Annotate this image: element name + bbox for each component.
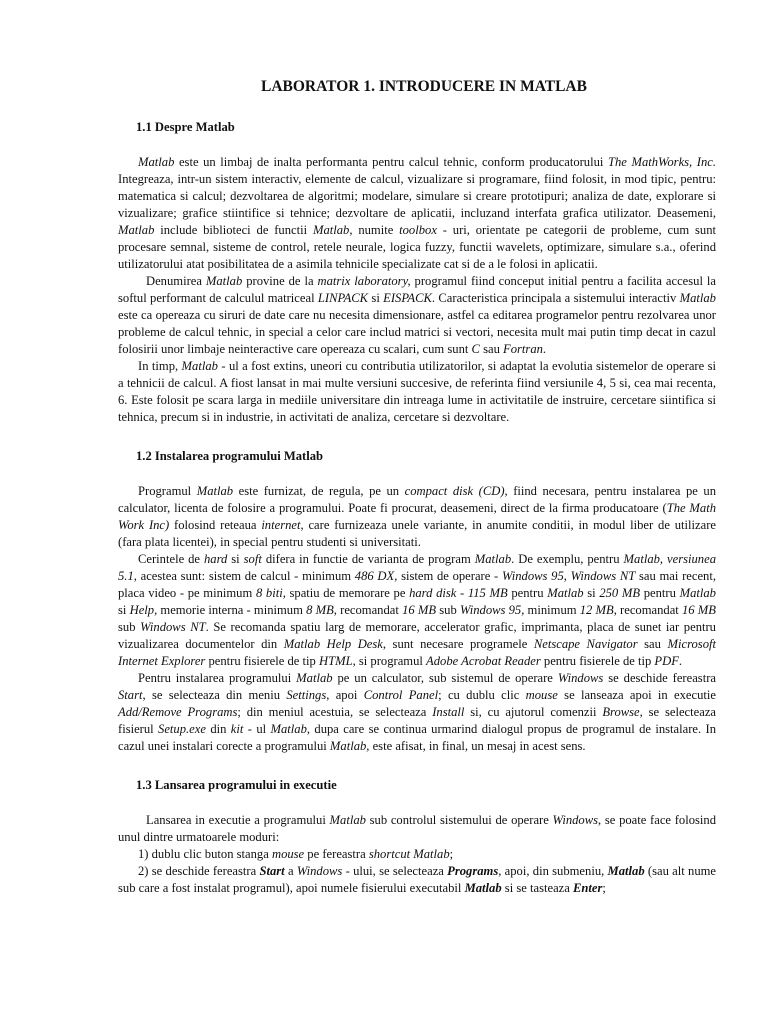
text-run: Browse: [602, 705, 640, 719]
text-run: toolbox: [399, 223, 437, 237]
text-run: pentru: [507, 586, 548, 600]
text-run: Cerintele de: [138, 552, 204, 566]
text-run: sub: [118, 620, 141, 634]
text-run: - ul: [243, 722, 271, 736]
text-run: Windows 95: [459, 603, 522, 617]
section-heading-instalarea: 1.2 Instalarea programului Matlab: [136, 449, 324, 463]
text-run: este un limbaj de inalta performanta pentru calcul tehnic, conform producatorului: [174, 155, 608, 169]
text-run: (sau alt nume sub care a fost instalat programul), apoi numele fisierului executabil: [118, 864, 717, 895]
section-heading-despre: 1.1 Despre Matlab: [136, 120, 235, 134]
text-run: este furnizat, de regula, pe un: [233, 484, 405, 498]
list-item: [118, 863, 716, 897]
text-run: , care furnizeaza unele variante, in anumite conditii, in modul liber de utilizare (fara plata licentei), in special pentru studenti si universitati.: [118, 518, 716, 549]
text-run: Pentru instalarea programului: [138, 671, 297, 685]
text-run: Programs: [447, 864, 499, 878]
text-run: shortcut Matlab: [368, 847, 450, 861]
text-run: Matlab: [312, 223, 350, 237]
text-run: include biblioteci de functii: [154, 223, 313, 237]
text-run: hard: [203, 552, 228, 566]
text-run: ; cu dublu clic: [438, 688, 526, 702]
text-run: , apoi: [326, 688, 364, 702]
text-run: Matlab: [679, 291, 716, 305]
text-run: soft: [243, 552, 262, 566]
text-run: EISPACK: [383, 291, 432, 305]
text-run: se lanseaza apoi in executie: [557, 688, 717, 702]
text-run: Add/Remove Programs: [118, 705, 238, 719]
text-run: matrix laboratory,: [317, 274, 411, 288]
text-run: , memorie interna - minimum: [154, 603, 307, 617]
text-run: Integreaza, intr-un sistem interactiv, elemente de calcul, vizualizare si programare, fiind folosit, in mod tipic, pentru: matematica si calcul; dezvoltarea de algoritmi; modelare, simulare si creare prototipuri; analiza de date, explorare si vizualizare; grafice stiintifice si tehnice; dezvoltare de aplicatii, incluzand interfata grafica utilizator. Deasemeni,: [118, 172, 716, 220]
text-run: 8 MB: [306, 603, 334, 617]
text-run: sau: [637, 637, 668, 651]
text-run: ; din meniul acestuia, se selecteaza: [237, 705, 433, 719]
text-run: fiind necesara, pentru instalarea pe un calculator, licenta de folosire a programului. Poate fi procurat, deasemeni, direct de la firma producatoare (: [118, 484, 716, 515]
text-run: Matlab: [547, 586, 584, 600]
section-heading-lansarea: 1.3 Lansarea programului in executie: [136, 778, 337, 792]
text-run: Help: [129, 603, 155, 617]
text-run: - ului, se selecteaza: [342, 864, 448, 878]
text-run: 16 MB: [402, 603, 437, 617]
text-run: 8 biti: [255, 586, 283, 600]
text-run: provine de la: [242, 274, 318, 288]
text-run: si: [368, 291, 384, 305]
text-run: , acestea sunt: sistem de calcul - minimum: [133, 569, 355, 583]
text-run: Windows: [552, 813, 599, 827]
paragraph: [118, 670, 716, 755]
text-run: este ca opereaza cu siruri de date care nu necesita dimensionare, astfel ca editarea programelor pentru rezolvarea unor probleme de calcul tehnic, in special a celor care includ matrici si vectori, necesita mult mai putin timp decat in cazul folosirii unor limbaje neinteractive care opereaza cu scalari, cum sunt: [118, 308, 716, 356]
text-run: si: [583, 586, 600, 600]
text-run: Denumirea: [146, 274, 206, 288]
text-run: pentru fisierele de tip: [540, 654, 655, 668]
text-run: programul fiind conceput initial pentru a facilita accesul la softul performant de calculul matriceal: [118, 274, 716, 305]
text-run: - ul a fost extins, uneori cu contributia utilizatorilor, si adaptat la evolutia sistemelor de operare si a tehnicii de calcul. A fiost lansat in mai multe versiuni succesive, de referinta fiind versiunile 4, 5 si, cea mai recenta, 6. Este folosit pe scara larga in mediile universitare din intreaga lume in activitatile de instruire, cercetare siintifica si tehnica, precum si in industrie, in activitati de analiza, cercetare si dezvoltare.: [118, 359, 716, 424]
text-run: Control Panel: [363, 688, 439, 702]
text-run: si se tasteaza: [501, 881, 573, 895]
text-run: , dupa care se continua urmarind dialogul propus de programul de instalare. In cazul unei instalari corecte a programului: [118, 722, 717, 753]
text-run: Install: [432, 705, 465, 719]
text-run: compact disk (CD),: [404, 484, 508, 498]
text-run: , recomandat: [333, 603, 403, 617]
text-run: pe fereastra: [304, 847, 369, 861]
text-run: pentru fisierele de tip: [205, 654, 319, 668]
paragraph: [118, 358, 716, 426]
paragraph: [118, 812, 716, 846]
text-run: PDF: [654, 654, 679, 668]
text-run: , recomandat: [613, 603, 682, 617]
text-run: Matlab Help Desk: [283, 637, 383, 651]
text-run: Setup.exe: [158, 722, 206, 736]
text-run: 2) se deschide fereastra: [138, 864, 260, 878]
text-run: Matlab: [296, 671, 333, 685]
text-run: HTML: [318, 654, 353, 668]
text-run: , sistem de operare -: [394, 569, 502, 583]
text-run: se deschide fereastra: [603, 671, 716, 685]
text-run: Programul: [138, 484, 197, 498]
text-run: Matlab: [329, 813, 366, 827]
text-run: mouse: [525, 688, 558, 702]
text-run: LINPACK: [317, 291, 369, 305]
text-run: Windows 95, Windows NT: [501, 569, 636, 583]
text-run: din: [205, 722, 231, 736]
text-run: Matlab: [474, 552, 512, 566]
paragraph: [118, 154, 716, 273]
text-run: 12 MB: [579, 603, 614, 617]
text-run: Matlab: [679, 586, 716, 600]
text-run: . Se recomanda spatiu larg de memorare, accelerator grafic, imprimanta, placa de sunet iar pentru vizualizarea documentelor din: [118, 620, 716, 651]
text-run: Matlab: [464, 881, 502, 895]
text-run: pe un calculator, sub sistemul de operare: [332, 671, 558, 685]
text-run: , sunt necesare programele: [382, 637, 534, 651]
text-run: Adobe Acrobat Reader: [426, 654, 541, 668]
text-run: a: [284, 864, 297, 878]
text-run: 250 MB: [599, 586, 641, 600]
text-run: ;: [602, 881, 606, 895]
text-run: Microsoft Internet Explorer: [118, 637, 716, 668]
text-run: Enter: [573, 881, 603, 895]
text-run: In timp,: [138, 359, 182, 373]
text-run: mouse: [271, 847, 305, 861]
text-run: pentru: [640, 586, 680, 600]
text-run: , se selecteaza din meniu: [142, 688, 287, 702]
text-run: - uri, orientate pe categorii de probleme, cum sunt procesare semnal, sisteme de control, retele neurale, logica fuzzy, functii wavelets, optimizare, simulare s.a., oferind utilizatorului atat posibilitatea de a asimila tehnicile specializate cat si de a le folosi in aplicatii.: [118, 223, 716, 271]
text-run: , numite: [349, 223, 400, 237]
text-run: 486 DX: [354, 569, 395, 583]
text-run: si, cu ajutorul comenzii: [464, 705, 603, 719]
text-run: Settings: [286, 688, 327, 702]
text-run: , este afisat, in final, un mesaj in acest sens.: [366, 739, 586, 753]
text-run: Matlab: [196, 484, 234, 498]
list-item: [118, 846, 716, 863]
text-run: sub controlul sistemului de operare: [365, 813, 553, 827]
document-title: LABORATOR 1. INTRODUCERE IN MATLAB: [261, 78, 587, 95]
text-run: Matlab: [118, 223, 155, 237]
text-run: . Caracteristica principala a sistemului interactiv: [431, 291, 680, 305]
text-run: .: [678, 654, 683, 668]
paragraph: [118, 273, 716, 358]
text-run: , si programul: [352, 654, 427, 668]
text-run: ;: [449, 847, 454, 861]
text-run: The Math Work Inc): [118, 501, 716, 532]
text-run: The MathWorks, Inc.: [607, 155, 717, 169]
text-run: sub: [436, 603, 460, 617]
text-run: , se selecteaza fisierul: [118, 705, 716, 736]
text-run: Start: [259, 864, 285, 878]
text-run: , se poate face folosind unul dintre urmatoarele moduri:: [118, 813, 716, 844]
text-run: , apoi, din submeniu,: [498, 864, 608, 878]
paragraph: [118, 483, 716, 551]
text-run: difera in functie de varianta de program: [261, 552, 475, 566]
text-run: 1) dublu clic buton stanga: [138, 847, 272, 861]
text-run: folosind reteaua: [169, 518, 262, 532]
text-run: si: [227, 552, 244, 566]
text-run: Matlab: [181, 359, 218, 373]
text-run: 16 MB: [682, 603, 716, 617]
text-run: Fortran: [503, 342, 543, 356]
text-run: Matlab: [270, 722, 307, 736]
text-run: . De exemplu, pentru: [511, 552, 624, 566]
text-run: Matlab: [138, 155, 175, 169]
text-run: sau mai recent, placa video - pe minimum: [118, 569, 716, 600]
text-run: C: [471, 342, 480, 356]
text-run: Matlab: [205, 274, 243, 288]
text-run: Windows NT: [140, 620, 206, 634]
text-run: si: [118, 603, 130, 617]
paragraph: [118, 551, 716, 670]
text-run: , minimum: [521, 603, 580, 617]
text-run: Netscape Navigator: [533, 637, 638, 651]
text-run: .: [542, 342, 547, 356]
text-run: Matlab: [607, 864, 645, 878]
text-run: Windows: [557, 671, 604, 685]
text-run: Windows: [296, 864, 343, 878]
text-run: kit: [230, 722, 244, 736]
text-run: Lansarea in executie a programului: [146, 813, 330, 827]
text-run: Matlab: [329, 739, 367, 753]
text-run: sau: [479, 342, 504, 356]
text-run: internet: [261, 518, 301, 532]
text-run: , spatiu de memorare pe: [282, 586, 410, 600]
text-run: hard disk - 115 MB: [409, 586, 508, 600]
text-run: Matlab, versiunea 5.1: [118, 552, 716, 583]
text-run: Start: [118, 688, 143, 702]
